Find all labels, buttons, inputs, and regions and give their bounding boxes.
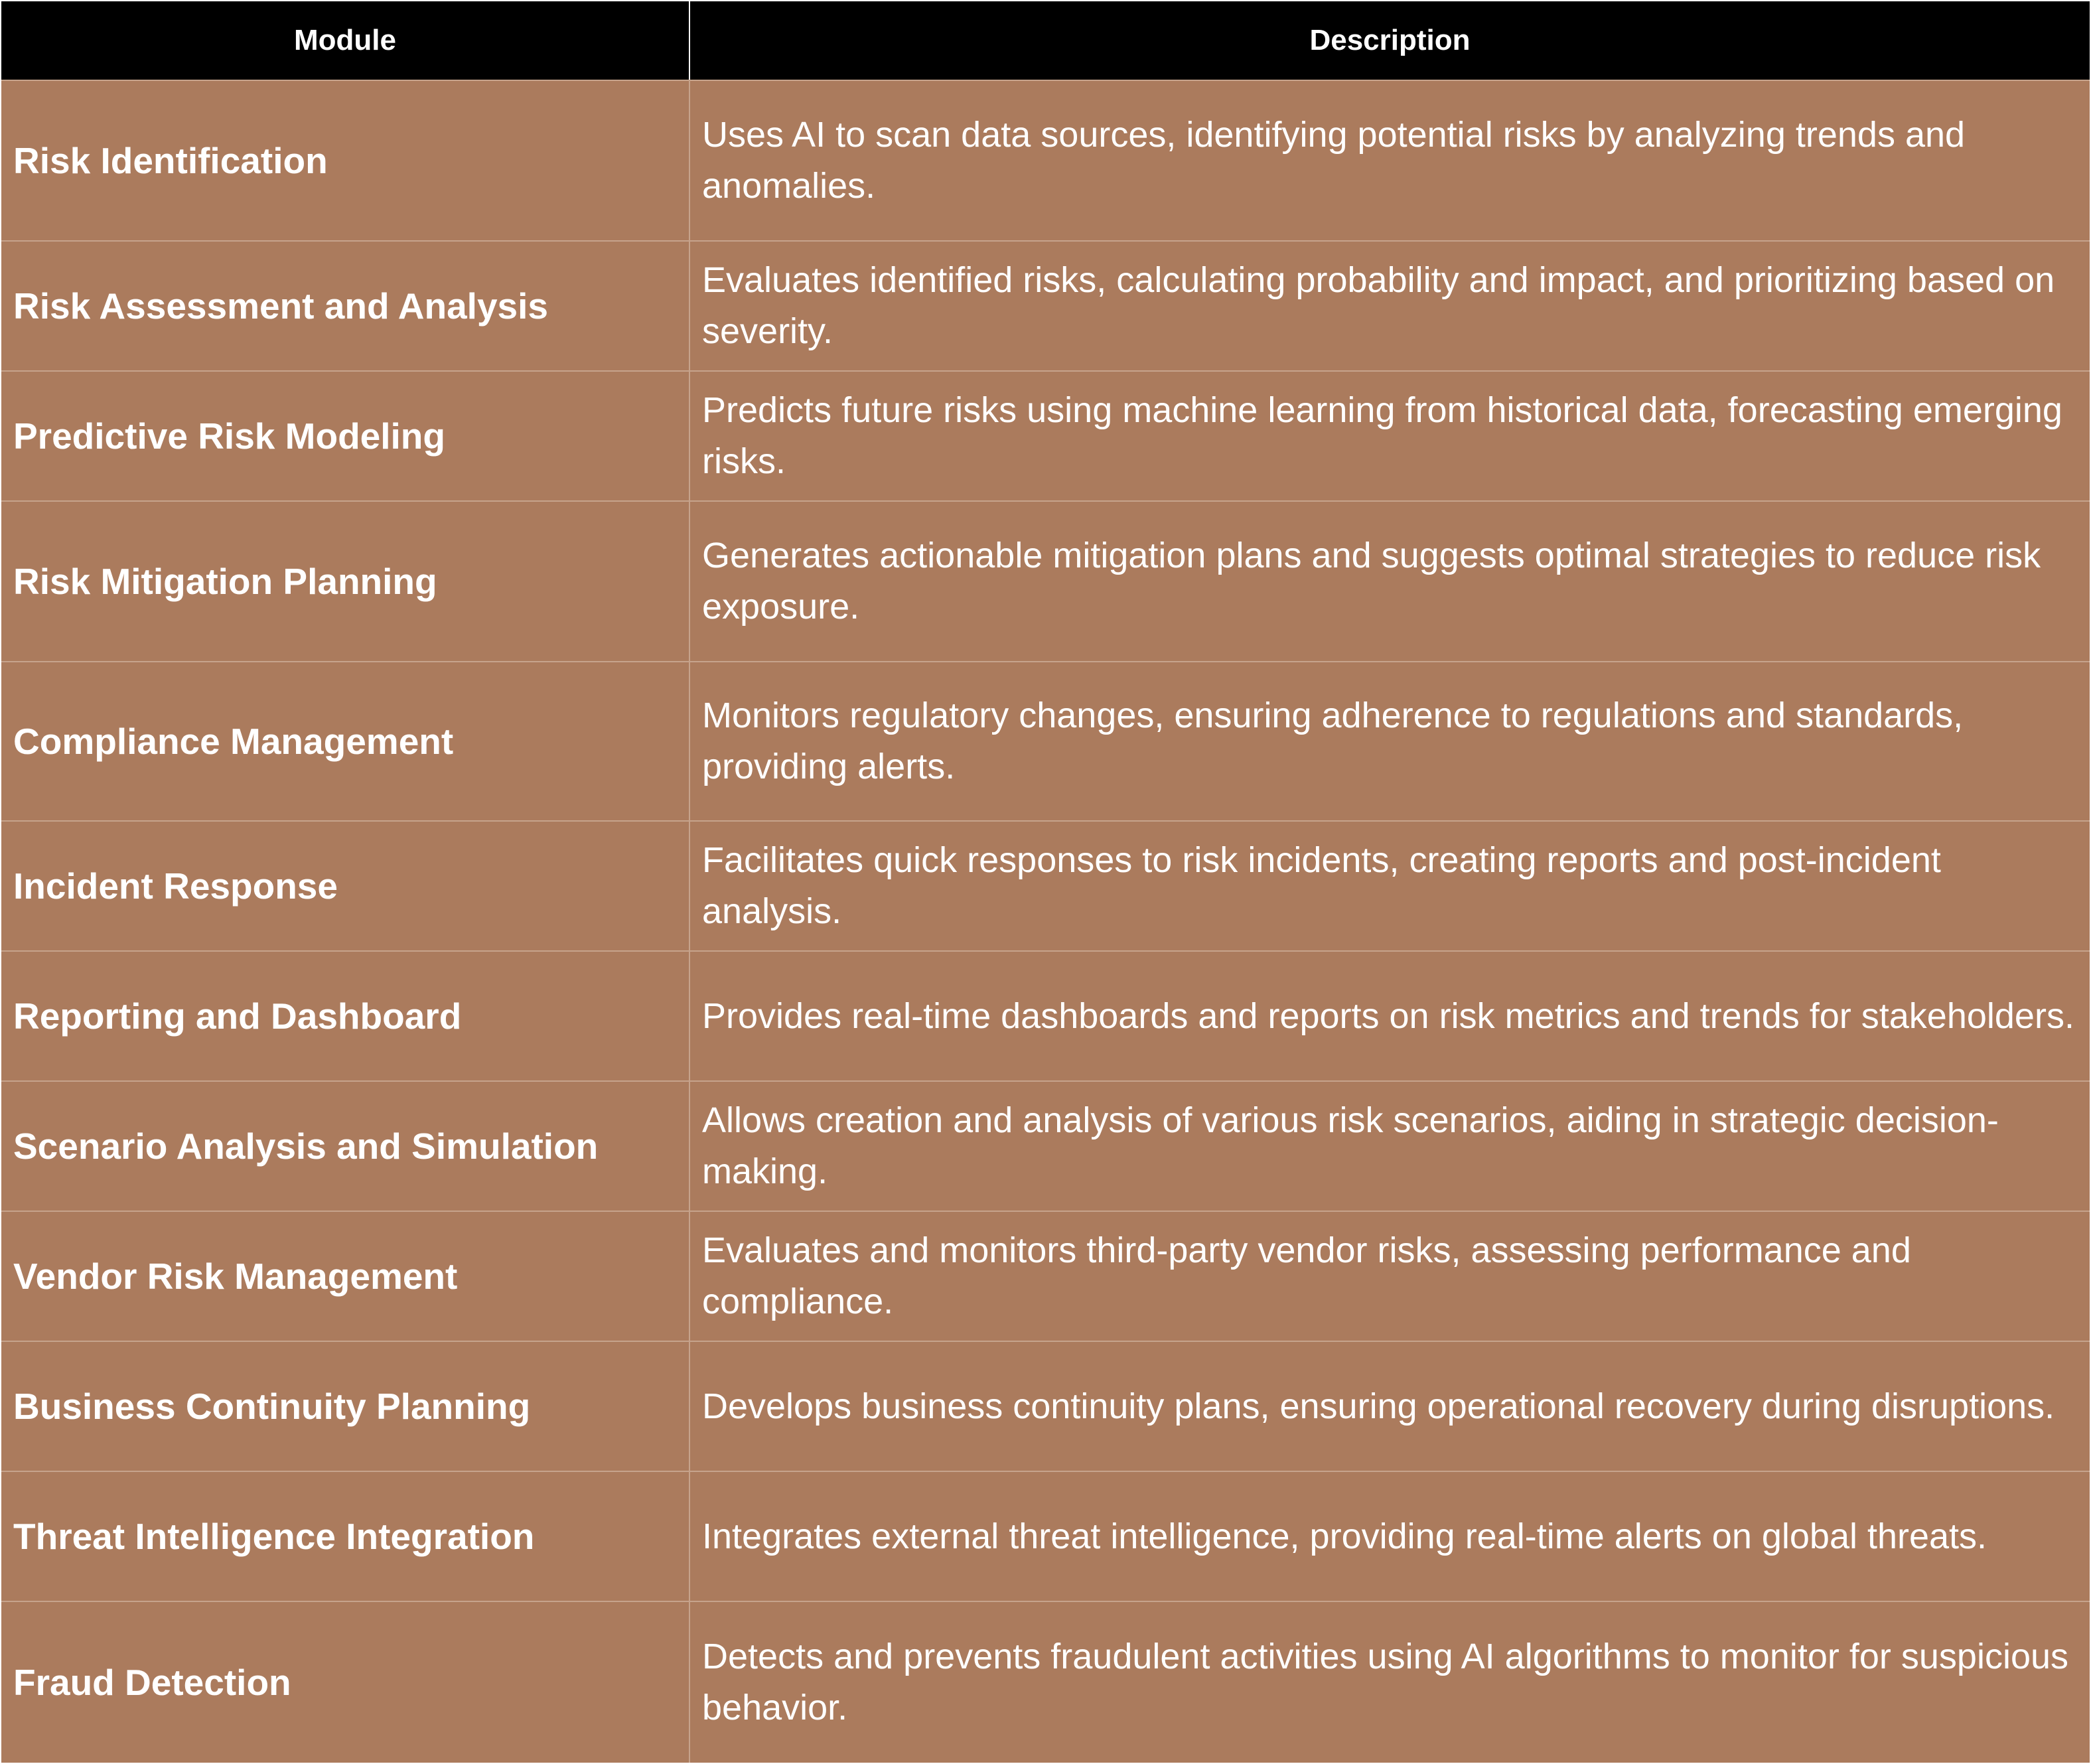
table-row (1, 1471, 2090, 1601)
description-cell: Allows creation and analysis of various risk scenarios, aiding in strategic decision-making. (702, 1100, 1999, 1191)
table-row (1, 1211, 2090, 1341)
description-cell: Predicts future risks using machine learning from historical data, forecasting emerging risks. (702, 390, 2062, 481)
module-cell: Risk Mitigation Planning (1, 502, 690, 661)
description-cell: Uses AI to scan data sources, identifying potential risks by analyzing trends and anomalies. (702, 115, 1966, 206)
table-row (1, 1080, 2090, 1211)
module-cell: Predictive Risk Modeling (1, 372, 690, 500)
table-row (1, 1601, 2090, 1763)
module-cell: Threat Intelligence Integration (1, 1472, 690, 1601)
module-cell: Risk Identification (1, 81, 690, 240)
table-header (1, 1, 2090, 80)
table-row (1, 80, 2090, 240)
table-row (1, 950, 2090, 1080)
description-cell: Generates actionable mitigation plans and suggests optimal strategies to reduce risk exposure. (702, 536, 2041, 626)
module-cell: Vendor Risk Management (1, 1212, 690, 1341)
description-cell: Integrates external threat intelligence, providing real-time alerts on global threats. (702, 1516, 1987, 1556)
table-row (1, 500, 2090, 661)
module-cell: Fraud Detection (1, 1602, 690, 1763)
table-row (1, 661, 2090, 820)
description-cell: Develops business continuity plans, ensuring operational recovery during disruptions. (702, 1386, 2055, 1426)
description-cell: Detects and prevents fraudulent activities using AI algorithms to monitor for suspicious behavior. (702, 1637, 2069, 1727)
table-row (1, 370, 2090, 500)
table-row (1, 820, 2090, 950)
module-cell: Compliance Management (1, 662, 690, 820)
table-row (1, 1341, 2090, 1471)
module-cell: Incident Response (1, 822, 690, 950)
module-cell: Scenario Analysis and Simulation (1, 1082, 690, 1211)
description-cell: Evaluates and monitors third-party vendor risks, assessing performance and compliance. (702, 1230, 1911, 1321)
header-module: Module (1, 1, 690, 80)
description-cell: Provides real-time dashboards and reports on risk metrics and trends for stakeholders. (702, 995, 2074, 1036)
module-cell: Business Continuity Planning (1, 1342, 690, 1471)
header-description: Description (1309, 24, 1471, 56)
description-cell: Monitors regulatory changes, ensuring adherence to regulations and standards, providing alerts. (702, 696, 1964, 786)
module-cell: Risk Assessment and Analysis (1, 242, 690, 370)
table-row (1, 240, 2090, 370)
module-cell: Reporting and Dashboard (1, 952, 690, 1080)
description-cell: Evaluates identified risks, calculating probability and impact, and prioritizing based on severity. (702, 260, 2055, 351)
description-cell: Facilitates quick responses to risk incidents, creating reports and post-incident analysis. (702, 840, 1941, 931)
